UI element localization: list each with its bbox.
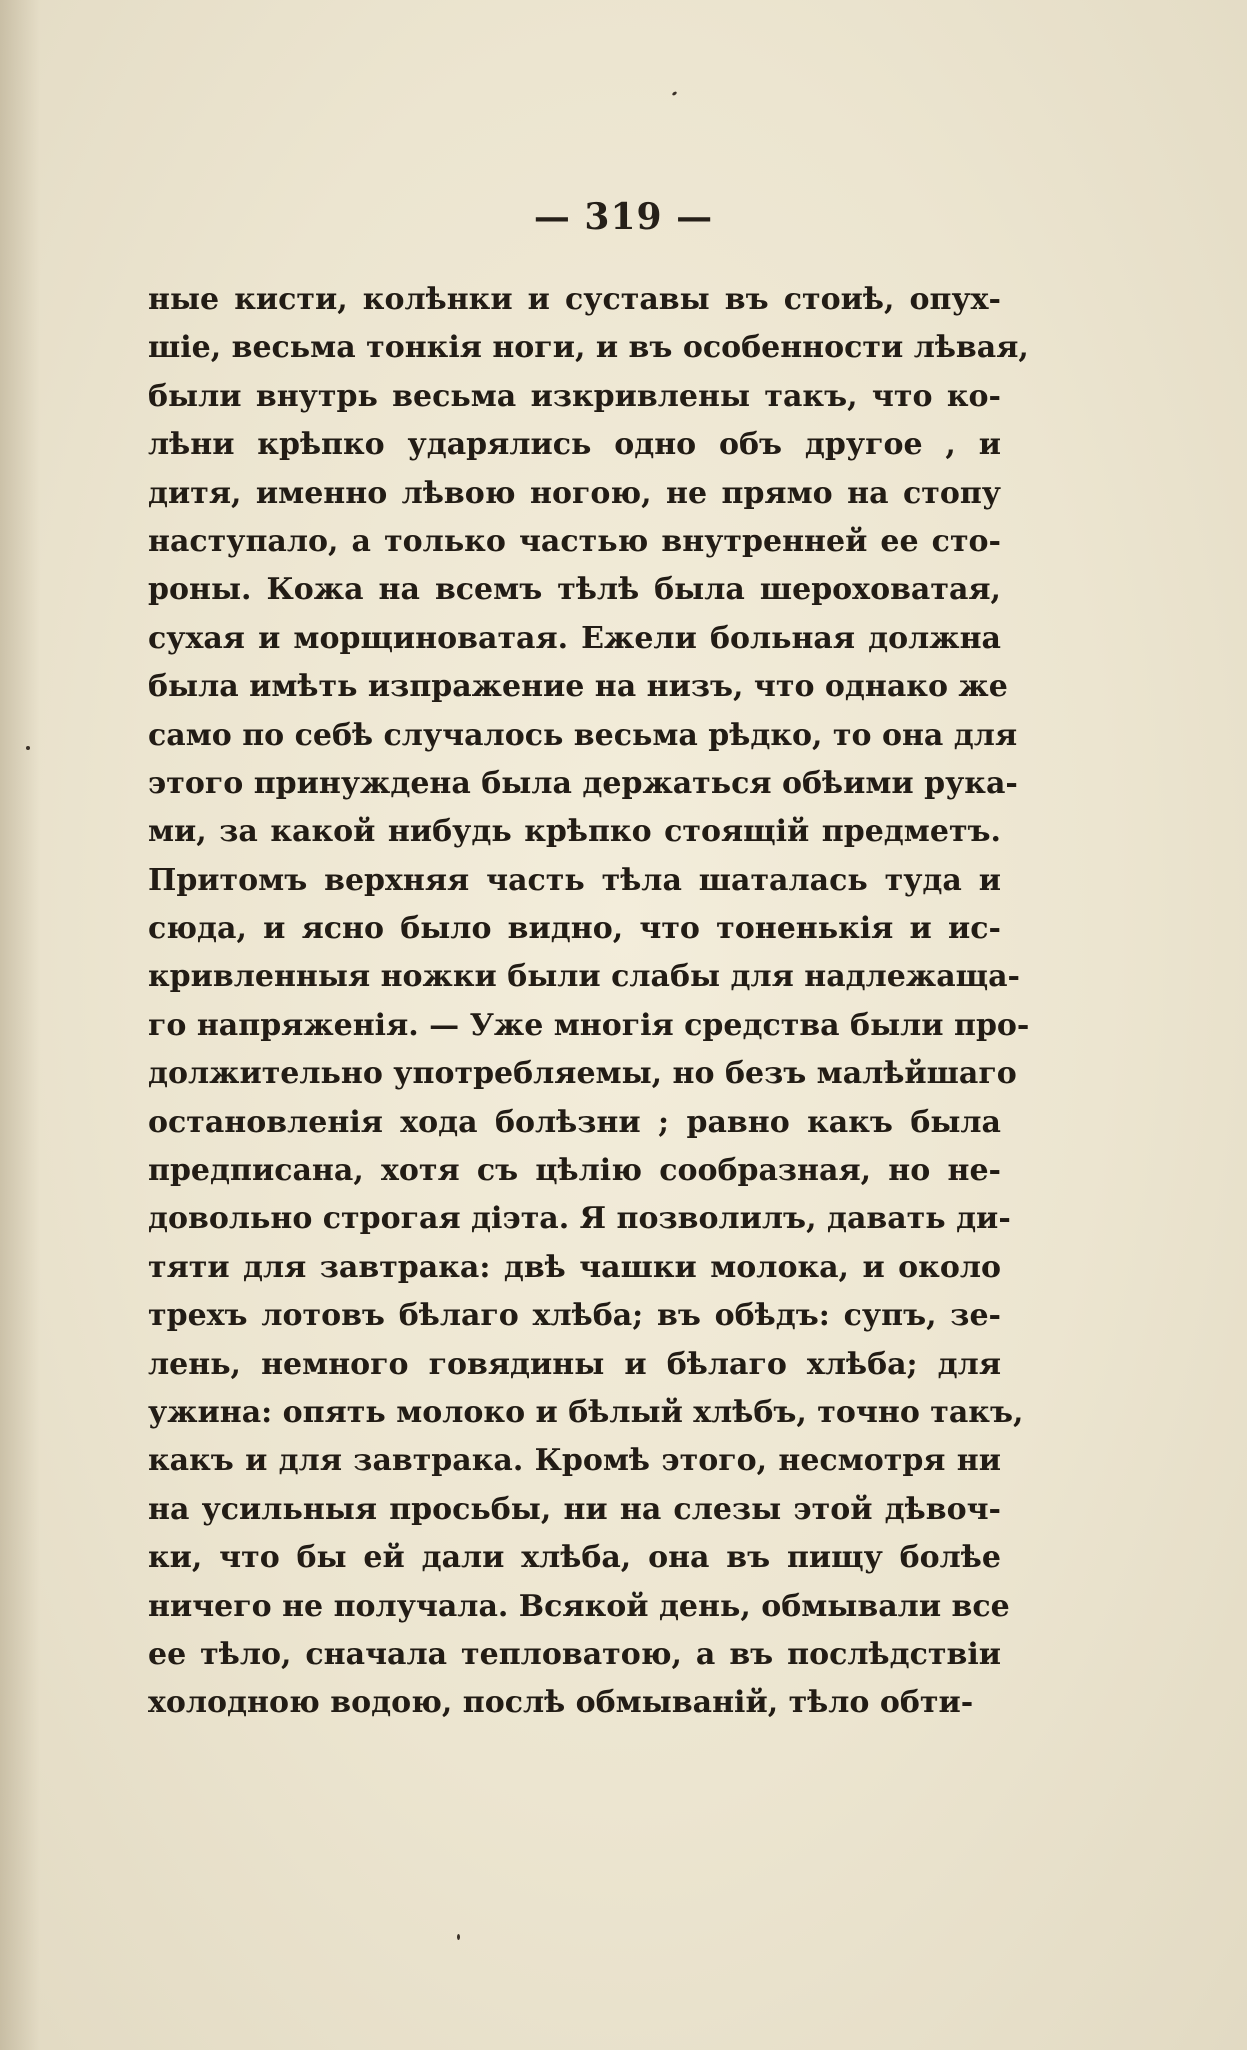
text-line: были внутрь весьма изкривлены такъ, что ко- [148, 378, 1001, 414]
text-line: лень, немного говядины и бѣлаго хлѣба; для [148, 1346, 1001, 1382]
text-line: го напряженія. — Уже многія средства были про- [148, 1007, 1030, 1043]
text-line: ее тѣло, сначала тепловатою, а въ послѣдствіи [148, 1636, 1001, 1672]
text-line: трехъ лотовъ бѣлаго хлѣба; въ обѣдъ: супъ, зе- [148, 1298, 1001, 1334]
text-line: лѣни крѣпко ударялись одно объ другое , и [148, 427, 1001, 463]
text-line: сухая и морщиноватая. Ежели больная должна [148, 620, 1001, 656]
text-line: Притомъ верхняя часть тѣла шаталась туда и [148, 862, 1001, 898]
text-line: роны. Кожа на всемъ тѣлѣ была шероховатая, [148, 572, 1001, 608]
text-line: ки, что бы ей дали хлѣба, она въ пищу болѣе [148, 1540, 1001, 1576]
text-line: была имѣть изпражение на низъ, что однако же [148, 669, 1008, 705]
text-line: должительно употребляемы, но безъ малѣйшаго [148, 1056, 1017, 1092]
text-line: остановленія хода болѣзни ; равно какъ была [148, 1104, 1001, 1140]
text-line: на усильныя просьбы, ни на слезы этой дѣвоч- [148, 1491, 1001, 1527]
text-line: сюда, и ясно было видно, что тоненькія и ис- [148, 911, 1001, 947]
text-line: какъ и для завтрака. Кромѣ этого, несмотря ни [148, 1443, 1001, 1479]
ink-speck [26, 746, 30, 750]
text-line: этого принуждена была держаться обѣими рука- [148, 765, 1018, 801]
ink-speck [672, 91, 678, 96]
text-line: само по себѣ случалось весьма рѣдко, то она для [148, 717, 1018, 753]
text-line: шіе, весьма тонкія ноги, и въ особенности лѣвая, [148, 330, 1029, 366]
page-gutter-shadow [0, 0, 40, 2050]
ink-speck [457, 1934, 460, 1940]
text-line: довольно строгая діэта. Я позволилъ, давать ди- [148, 1201, 1011, 1237]
text-line: кривленныя ножки были слабы для надлежаща- [148, 959, 1020, 995]
body-text [148, 276, 1030, 1728]
text-line: ужина: опять молоко и бѣлый хлѣбъ, точно такъ, [148, 1394, 1024, 1430]
text-line: наступало, а только частью внутренней ее сто- [148, 523, 1001, 559]
text-line: ничего не получала. Всякой день, обмывали все [148, 1588, 1010, 1624]
text-line: тяти для завтрака: двѣ чашки молока, и около [148, 1249, 1001, 1285]
text-line: ми, за какой нибудь крѣпко стоящій предметъ. [148, 814, 1001, 850]
text-line: холодною водою, послѣ обмываній, тѣло обти- [148, 1685, 974, 1721]
text-line: ные кисти, колѣнки и суставы въ стоиѣ, опух- [148, 282, 1001, 317]
text-line: дитя, именно лѣвою ногою, не прямо на стопу [148, 475, 1001, 511]
page-number: — 319 — [533, 196, 714, 238]
text-line: предписана, хотя съ цѣлію сообразная, но не- [148, 1153, 1001, 1189]
